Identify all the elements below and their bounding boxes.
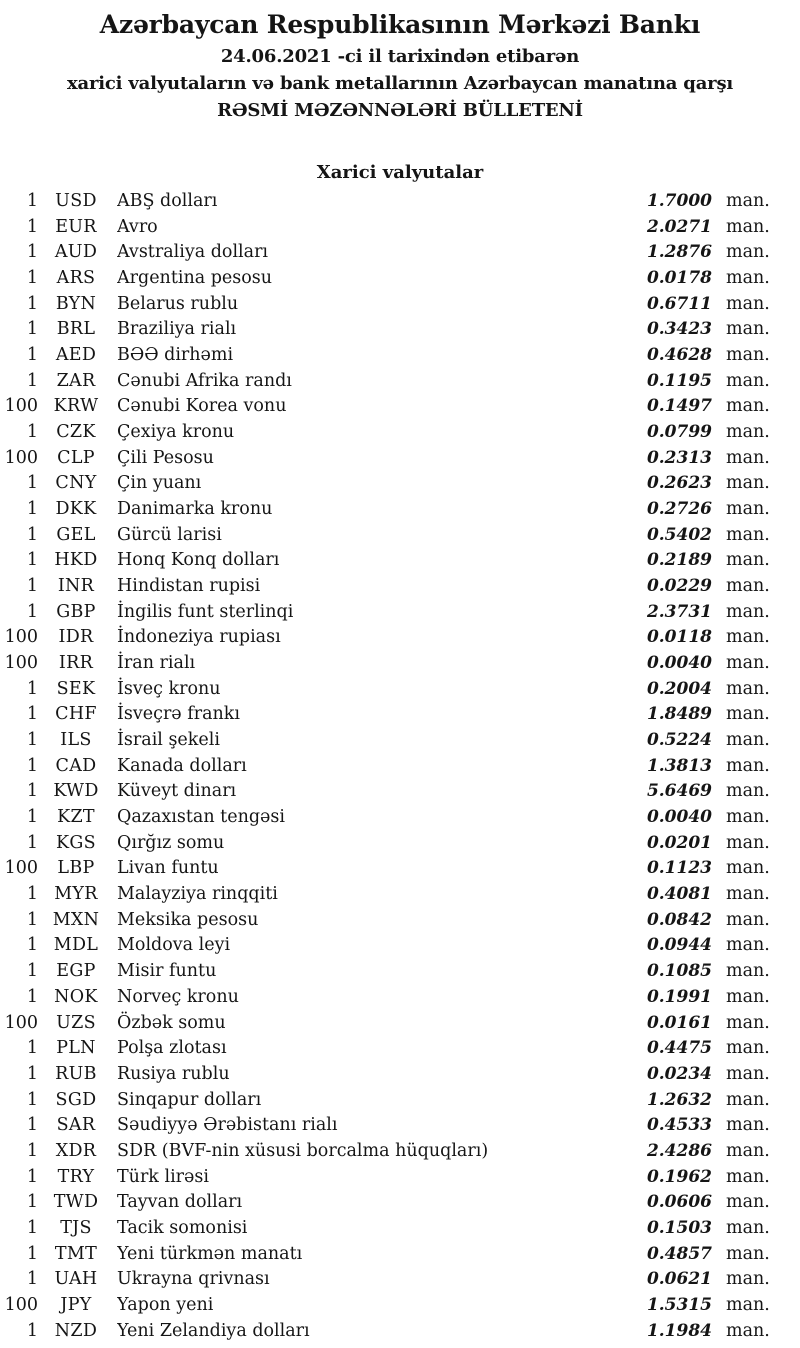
currency-code: SAR <box>56 1115 96 1136</box>
table-row <box>0 394 800 420</box>
currency-code: IDR <box>58 627 94 648</box>
currency-quantity: 1 <box>26 884 38 905</box>
currency-quantity: 1 <box>26 1063 38 1084</box>
table-row <box>0 728 800 754</box>
currency-rate: 0.0621 <box>646 1269 712 1290</box>
currency-quantity: 1 <box>26 550 38 571</box>
currency-quantity: 100 <box>4 447 38 468</box>
currency-name: Ukrayna qrivnası <box>117 1269 270 1290</box>
currency-quantity: 100 <box>4 1012 38 1033</box>
rates-table <box>0 189 800 1344</box>
table-row <box>0 1190 800 1216</box>
currency-rate: 0.4475 <box>646 1038 712 1059</box>
currency-name: Belarus rublu <box>117 293 239 314</box>
table-row <box>0 1242 800 1268</box>
currency-code: CHF <box>55 704 97 725</box>
table-row <box>0 1319 800 1345</box>
currency-rate: 0.0606 <box>646 1192 712 1213</box>
table-row <box>0 1062 800 1088</box>
currency-code: INR <box>57 576 95 597</box>
table-row <box>0 856 800 882</box>
currency-quantity: 1 <box>26 293 38 314</box>
table-row <box>0 677 800 703</box>
currency-quantity: 1 <box>26 1269 38 1290</box>
currency-rate: 0.5402 <box>646 524 712 545</box>
table-row <box>0 1139 800 1165</box>
currency-quantity: 1 <box>26 576 38 597</box>
currency-name: Küveyt dinarı <box>117 781 237 802</box>
currency-name: Qazaxıstan tengəsi <box>117 807 285 828</box>
bank-title: Azərbaycan Respublikasının Mərkəzi Bankı <box>99 10 701 39</box>
currency-quantity: 1 <box>26 345 38 366</box>
table-row <box>0 343 800 369</box>
currency-code: CAD <box>55 755 97 776</box>
currency-unit: man. <box>726 1140 770 1161</box>
currency-name: Yeni Zelandiya dolları <box>117 1320 310 1341</box>
currency-name: Yapon yeni <box>117 1294 214 1315</box>
currency-name: İngilis funt sterlinqi <box>117 601 294 622</box>
currency-rate: 1.3813 <box>646 755 712 776</box>
currency-name: Misir funtu <box>117 961 217 982</box>
currency-name: Norveç kronu <box>117 986 239 1007</box>
currency-name: Yeni türkmən manatı <box>117 1243 303 1264</box>
currency-quantity: 1 <box>26 986 38 1007</box>
currency-quantity: 1 <box>26 807 38 828</box>
currency-unit: man. <box>726 1166 770 1187</box>
currency-quantity: 1 <box>26 473 38 494</box>
table-row <box>0 574 800 600</box>
currency-unit: man. <box>726 319 770 340</box>
currency-code: KRW <box>53 396 99 417</box>
currency-unit: man. <box>726 191 770 211</box>
currency-code: CZK <box>56 422 96 443</box>
currency-code: ZAR <box>56 370 96 391</box>
currency-quantity: 1 <box>26 422 38 443</box>
currency-unit: man. <box>726 961 770 982</box>
currency-quantity: 1 <box>26 961 38 982</box>
currency-quantity: 1 <box>26 704 38 725</box>
currency-name: Meksika pesosu <box>117 909 259 930</box>
currency-name: Honq Konq dolları <box>117 550 280 571</box>
currency-unit: man. <box>726 1115 770 1136</box>
table-row <box>0 1011 800 1037</box>
table-row <box>0 1088 800 1114</box>
currency-quantity: 1 <box>26 1089 38 1110</box>
currency-rate: 0.0040 <box>646 653 712 674</box>
table-row <box>0 702 800 728</box>
currency-unit: man. <box>726 1269 770 1290</box>
currency-name: Moldova leyi <box>117 935 231 956</box>
currency-unit: man. <box>726 858 770 879</box>
currency-unit: man. <box>726 550 770 571</box>
currency-unit: man. <box>726 1217 770 1238</box>
currency-unit: man. <box>726 781 770 802</box>
currency-name: Argentina pesosu <box>117 268 273 289</box>
table-row <box>0 933 800 959</box>
currency-code: DKK <box>55 499 97 520</box>
currency-quantity: 100 <box>4 653 38 674</box>
currency-rate: 0.1991 <box>646 986 712 1007</box>
currency-rate: 0.0040 <box>646 807 712 828</box>
table-row <box>0 420 800 446</box>
currency-unit: man. <box>726 576 770 597</box>
currency-unit: man. <box>726 268 770 289</box>
currency-code: USD <box>55 191 97 211</box>
currency-name: Rusiya rublu <box>117 1063 230 1084</box>
currency-code: HKD <box>54 550 98 571</box>
table-row <box>0 523 800 549</box>
currency-rate: 0.0178 <box>646 268 712 289</box>
currency-unit: man. <box>726 242 770 263</box>
currency-unit: man. <box>726 499 770 520</box>
currency-rate: 2.3731 <box>646 601 712 622</box>
currency-name: Çin yuanı <box>117 473 202 494</box>
currency-quantity: 1 <box>26 1192 38 1213</box>
currency-rate: 5.6469 <box>646 781 712 802</box>
currency-code: CLP <box>57 447 95 468</box>
currency-code: TRY <box>57 1166 95 1187</box>
currency-rate: 0.5224 <box>646 730 712 751</box>
effective-date-line: 24.06.2021 -ci il tarixindən etibarən <box>220 46 580 67</box>
currency-unit: man. <box>726 396 770 417</box>
table-row <box>0 651 800 677</box>
currency-code: TMT <box>54 1243 98 1264</box>
currency-quantity: 1 <box>26 1243 38 1264</box>
currency-unit: man. <box>726 447 770 468</box>
currency-quantity: 1 <box>26 832 38 853</box>
currency-quantity: 1 <box>26 1140 38 1161</box>
currency-name: SDR (BVF-nin xüsusi borcalma hüquqları) <box>117 1140 489 1161</box>
currency-quantity: 1 <box>26 755 38 776</box>
table-row <box>0 600 800 626</box>
currency-code: NOK <box>54 986 98 1007</box>
currency-rate: 0.0842 <box>646 909 712 930</box>
currency-unit: man. <box>726 345 770 366</box>
currency-rate: 1.8489 <box>646 704 712 725</box>
currency-quantity: 1 <box>26 1320 38 1341</box>
currency-rate: 0.0944 <box>646 935 712 956</box>
currency-code: PLN <box>56 1038 96 1059</box>
currency-rate: 0.0799 <box>646 422 712 443</box>
currency-name: İndoneziya rupiası <box>117 627 281 648</box>
section-title-foreign-currencies: Xarici valyutalar <box>316 162 484 183</box>
currency-unit: man. <box>726 653 770 674</box>
currency-name: İran rialı <box>117 653 196 674</box>
currency-quantity: 1 <box>26 191 38 211</box>
currency-code: NZD <box>54 1320 98 1341</box>
currency-unit: man. <box>726 986 770 1007</box>
currency-name: Cənubi Afrika randı <box>117 370 292 391</box>
currency-name: Kanada dolları <box>117 755 247 776</box>
currency-rate: 0.1195 <box>646 370 712 391</box>
currency-name: ABŞ dolları <box>117 191 218 211</box>
currency-rate: 0.2189 <box>646 550 712 571</box>
currency-unit: man. <box>726 807 770 828</box>
currency-unit: man. <box>726 1294 770 1315</box>
table-row <box>0 369 800 395</box>
currency-name: İsveç kronu <box>117 678 221 699</box>
currency-rate: 0.0161 <box>646 1012 712 1033</box>
table-row <box>0 1165 800 1191</box>
currency-code: ILS <box>60 730 92 751</box>
currency-name: BƏƏ dirhəmi <box>117 345 234 366</box>
table-row <box>0 292 800 318</box>
currency-rate: 1.2632 <box>646 1089 712 1110</box>
currency-code: CNY <box>55 473 97 494</box>
currency-rate: 0.3423 <box>646 319 712 340</box>
currency-rate: 0.2726 <box>646 499 712 520</box>
currency-code: BRL <box>56 319 96 340</box>
currency-rate: 0.2004 <box>646 678 712 699</box>
currency-unit: man. <box>726 216 770 237</box>
currency-name: Malayziya rinqqiti <box>117 884 278 905</box>
currency-code: LBP <box>57 858 95 879</box>
currency-unit: man. <box>726 601 770 622</box>
currency-code: UZS <box>56 1012 96 1033</box>
currency-rate: 0.2313 <box>646 447 712 468</box>
currency-unit: man. <box>726 627 770 648</box>
table-row <box>0 471 800 497</box>
currency-unit: man. <box>726 832 770 853</box>
table-row <box>0 831 800 857</box>
table-row <box>0 189 800 215</box>
currency-quantity: 1 <box>26 1038 38 1059</box>
currency-quantity: 1 <box>26 678 38 699</box>
currency-quantity: 1 <box>26 935 38 956</box>
currency-unit: man. <box>726 884 770 905</box>
currency-quantity: 1 <box>26 601 38 622</box>
table-row <box>0 625 800 651</box>
currency-unit: man. <box>726 755 770 776</box>
currency-quantity: 1 <box>26 1115 38 1136</box>
currency-unit: man. <box>726 678 770 699</box>
table-row <box>0 1036 800 1062</box>
currency-code: KWD <box>53 781 99 802</box>
currency-name: İsveçrə frankı <box>117 704 240 725</box>
currency-code: JPY <box>60 1294 92 1315</box>
currency-rate: 0.1085 <box>646 961 712 982</box>
currency-unit: man. <box>726 1038 770 1059</box>
currency-rate: 1.2876 <box>646 242 712 263</box>
table-row <box>0 1113 800 1139</box>
currency-code: UAH <box>54 1269 98 1290</box>
currency-name: Hindistan rupisi <box>117 576 261 597</box>
currency-quantity: 100 <box>4 627 38 648</box>
currency-rate: 2.4286 <box>646 1140 712 1161</box>
bulletin-title: RƏSMİ MƏZƏNNƏLƏRİ BÜLLETENİ <box>217 100 583 121</box>
table-row <box>0 317 800 343</box>
currency-code: RUB <box>55 1063 97 1084</box>
currency-unit: man. <box>726 730 770 751</box>
table-row <box>0 548 800 574</box>
currency-name: Türk lirəsi <box>117 1166 209 1187</box>
table-row <box>0 908 800 934</box>
currency-name: Cənubi Korea vonu <box>117 396 287 417</box>
table-row <box>0 882 800 908</box>
currency-code: SEK <box>56 678 96 699</box>
currency-rate: 1.7000 <box>646 191 712 211</box>
table-row <box>0 985 800 1011</box>
currency-rate: 0.4533 <box>646 1115 712 1136</box>
currency-rate: 0.4081 <box>646 884 712 905</box>
currency-unit: man. <box>726 473 770 494</box>
currency-name: Braziliya rialı <box>117 319 237 340</box>
currency-rate: 0.1123 <box>646 858 712 879</box>
currency-unit: man. <box>726 704 770 725</box>
currency-rate: 0.6711 <box>646 293 712 314</box>
currency-quantity: 1 <box>26 730 38 751</box>
currency-unit: man. <box>726 1320 770 1341</box>
currency-code: XDR <box>55 1140 97 1161</box>
table-row <box>0 1267 800 1293</box>
currency-code: AUD <box>54 242 98 263</box>
currency-unit: man. <box>726 1012 770 1033</box>
currency-quantity: 1 <box>26 1166 38 1187</box>
currency-unit: man. <box>726 1243 770 1264</box>
table-row <box>0 805 800 831</box>
currency-code: GEL <box>56 524 96 545</box>
currency-quantity: 1 <box>26 524 38 545</box>
currency-name: Avro <box>117 216 158 237</box>
currency-rate: 0.1503 <box>646 1217 712 1238</box>
currency-name: Qırğız somu <box>117 832 225 853</box>
table-row <box>0 266 800 292</box>
currency-code: ARS <box>56 268 96 289</box>
table-row <box>0 215 800 241</box>
currency-quantity: 1 <box>26 216 38 237</box>
currency-rate: 0.1497 <box>646 396 712 417</box>
currency-code: MYR <box>54 884 98 905</box>
currency-rate: 2.0271 <box>646 216 712 237</box>
table-row <box>0 240 800 266</box>
currency-rate: 0.0229 <box>646 576 712 597</box>
currency-unit: man. <box>726 370 770 391</box>
currency-name: İsrail şekeli <box>117 730 220 751</box>
currency-quantity: 1 <box>26 781 38 802</box>
currency-unit: man. <box>726 1192 770 1213</box>
currency-quantity: 100 <box>4 396 38 417</box>
table-row <box>0 1216 800 1242</box>
currency-name: Tacik somonisi <box>117 1217 248 1238</box>
currency-unit: man. <box>726 1089 770 1110</box>
subject-line: xarici valyutaların və bank metallarının Azərbaycan manatına qarşı <box>66 73 734 94</box>
currency-code: MDL <box>53 935 99 956</box>
currency-rate: 1.5315 <box>646 1294 712 1315</box>
currency-quantity: 100 <box>4 858 38 879</box>
currency-code: AED <box>55 345 97 366</box>
currency-quantity: 1 <box>26 242 38 263</box>
table-row <box>0 446 800 472</box>
currency-code: SGD <box>55 1089 97 1110</box>
currency-unit: man. <box>726 935 770 956</box>
currency-code: GBP <box>56 601 96 622</box>
currency-name: Sinqapur dolları <box>117 1089 262 1110</box>
currency-unit: man. <box>726 524 770 545</box>
currency-code: TWD <box>53 1192 99 1213</box>
currency-code: BYN <box>55 293 97 314</box>
currency-name: Gürcü larisi <box>117 524 222 545</box>
currency-code: IRR <box>58 653 94 674</box>
currency-quantity: 1 <box>26 319 38 340</box>
table-row <box>0 779 800 805</box>
currency-code: TJS <box>60 1217 92 1238</box>
currency-name: Polşa zlotası <box>117 1038 227 1059</box>
currency-rate: 0.0234 <box>646 1063 712 1084</box>
currency-name: Tayvan dolları <box>117 1192 243 1213</box>
currency-unit: man. <box>726 1063 770 1084</box>
currency-quantity: 1 <box>26 370 38 391</box>
currency-code: MXN <box>52 909 100 930</box>
currency-rate: 0.4628 <box>646 345 712 366</box>
currency-code: EGP <box>56 961 96 982</box>
currency-code: KGS <box>56 832 96 853</box>
currency-unit: man. <box>726 293 770 314</box>
table-row <box>0 959 800 985</box>
currency-quantity: 1 <box>26 268 38 289</box>
currency-name: Səudiyyə Ərəbistanı rialı <box>117 1115 338 1136</box>
currency-rate: 0.0201 <box>646 832 712 853</box>
document-header <box>0 6 800 124</box>
table-row <box>0 754 800 780</box>
table-row <box>0 497 800 523</box>
currency-rate: 0.2623 <box>646 473 712 494</box>
currency-name: Çili Pesosu <box>117 447 214 468</box>
currency-unit: man. <box>726 909 770 930</box>
currency-name: Danimarka kronu <box>117 499 273 520</box>
currency-quantity: 1 <box>26 499 38 520</box>
currency-rate: 1.1984 <box>646 1320 712 1341</box>
currency-name: Avstraliya dolları <box>117 242 269 263</box>
currency-quantity: 1 <box>26 1217 38 1238</box>
currency-quantity: 100 <box>4 1294 38 1315</box>
currency-rate: 0.1962 <box>646 1166 712 1187</box>
currency-name: Livan funtu <box>117 858 219 879</box>
currency-quantity: 1 <box>26 909 38 930</box>
currency-rate: 0.4857 <box>646 1243 712 1264</box>
currency-code: KZT <box>57 807 95 828</box>
table-row <box>0 1293 800 1319</box>
currency-unit: man. <box>726 422 770 443</box>
currency-name: Çexiya kronu <box>117 422 235 443</box>
currency-rate: 0.0118 <box>646 627 712 648</box>
currency-code: EUR <box>55 216 97 237</box>
currency-name: Özbək somu <box>117 1012 226 1033</box>
